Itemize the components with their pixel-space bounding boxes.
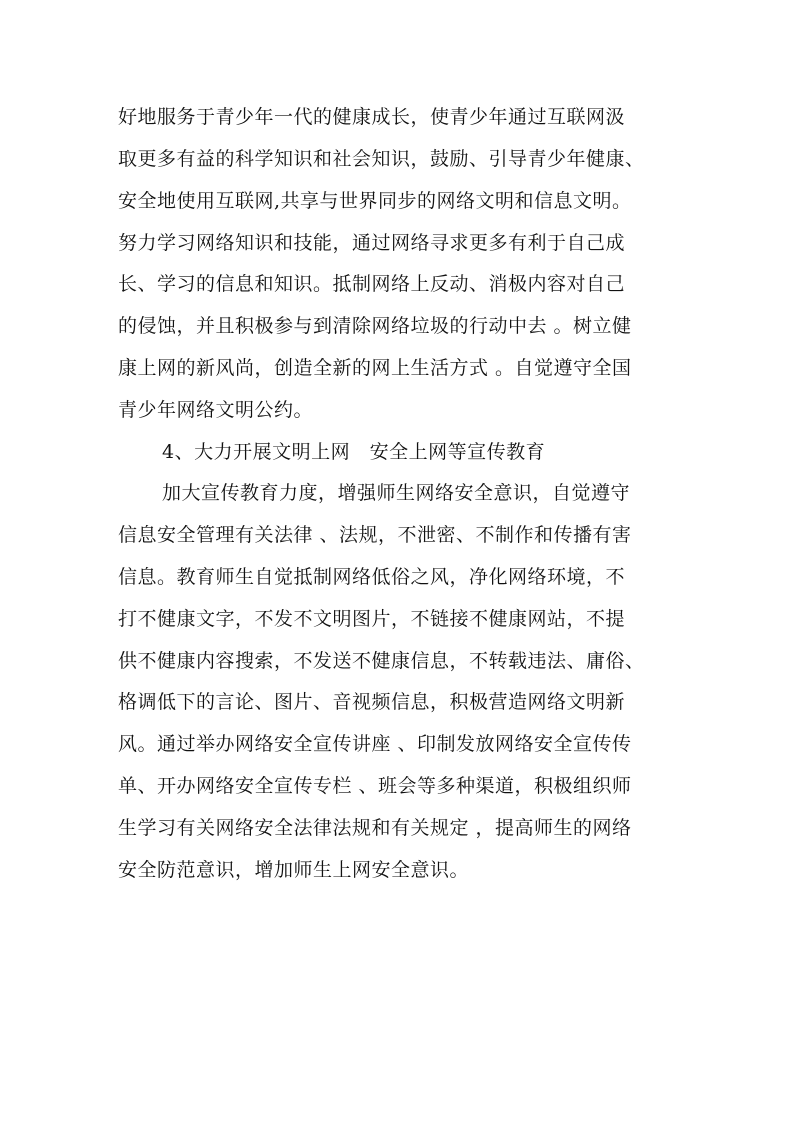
body-text-line: 打不健康文字，不发不文明图片，不链接不健康网站，不提	[118, 608, 626, 630]
body-text-line: 单、开办网络安全宣传专栏 、班会等多种渠道，积极组织师	[118, 775, 632, 797]
body-text-line: 安全地使用互联网,共享与世界同步的网络文明和信息文明。	[118, 190, 632, 212]
body-text-line: 风。通过举办网络安全宣传讲座 、印制发放网络安全宣传传	[118, 733, 632, 755]
body-text-line: 康上网的新风尚，创造全新的网上生活方式 。自觉遵守全国	[118, 357, 632, 379]
body-text-line: 安全防范意识，增加师生上网安全意识。	[118, 859, 470, 881]
section-heading: 4、大力开展文明上网 安全上网等宣传教育	[162, 441, 546, 463]
body-text-line: 信息。教育师生自觉抵制网络低俗之风，净化网络环境，不	[118, 566, 626, 588]
body-text-line: 信息安全管理有关法律 、法规，不泄密、不制作和传播有害	[118, 524, 632, 546]
body-text-line: 青少年网络文明公约。	[118, 399, 314, 421]
body-text-line: 长、学习的信息和知识。抵制网络上反动、消极内容对自己	[118, 273, 626, 295]
body-text-line: 的侵蚀，并且积极参与到清除网络垃圾的行动中去 。树立健	[118, 315, 632, 337]
body-text-line: 取更多有益的科学知识和社会知识，鼓励、引导青少年健康、	[118, 148, 645, 170]
body-text-line: 努力学习网络知识和技能，通过网络寻求更多有利于自己成	[118, 232, 626, 254]
body-text-line: 格调低下的言论、图片、音视频信息，积极营造网络文明新	[118, 691, 626, 713]
paragraph-first-line: 加大宣传教育力度，增强师生网络安全意识，自觉遵守	[162, 482, 631, 504]
body-text-line: 好地服务于青少年一代的健康成长，使青少年通过互联网汲	[118, 106, 626, 128]
body-text-line: 供不健康内容搜索，不发送不健康信息，不转载违法、庸俗、	[118, 650, 645, 672]
body-text-line: 生学习有关网络安全法律法规和有关规定 ，提高师生的网络	[118, 817, 632, 839]
